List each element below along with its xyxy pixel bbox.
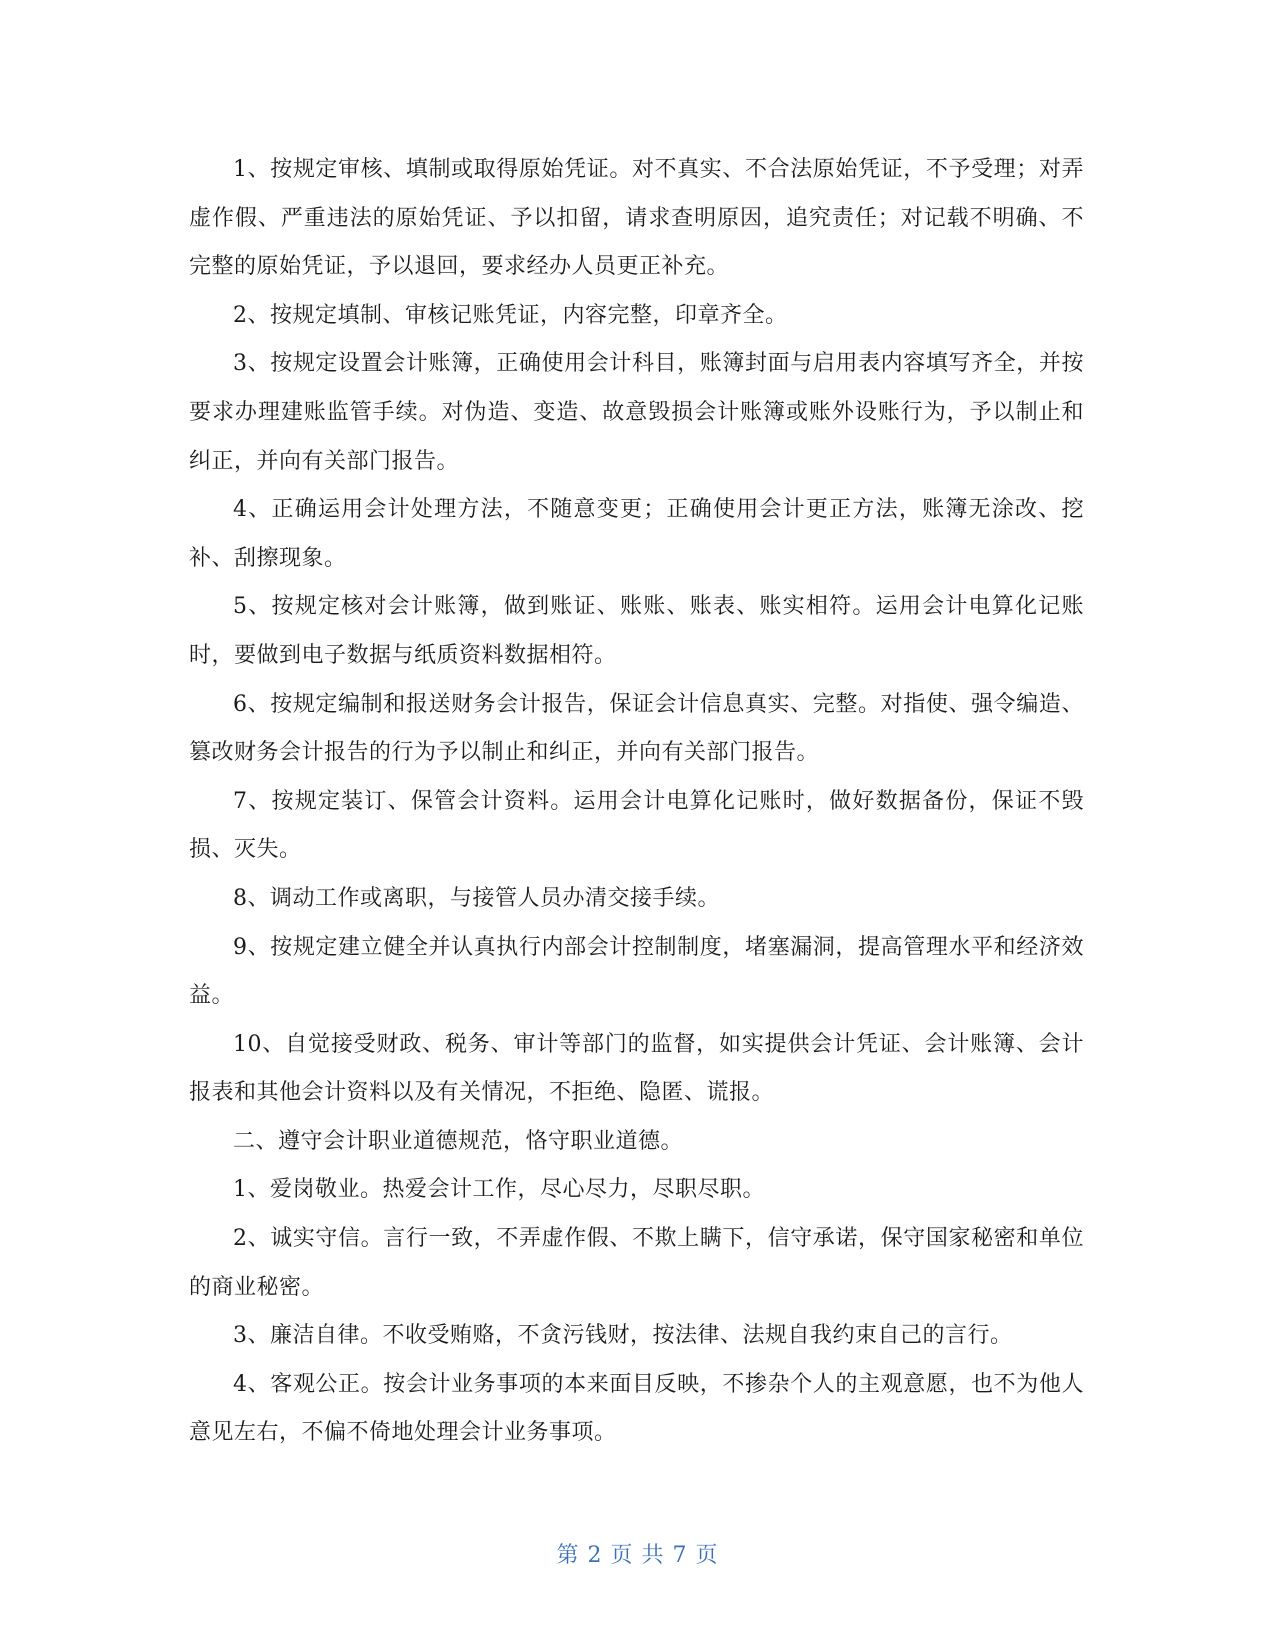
page-footer [0,1538,1275,1569]
paragraph-9: 9、按规定建立健全并认真执行内部会计控制制度，堵塞漏洞，提高管理水平和经济效益。 [189,934,1084,1009]
page-number-label: 第 2 页 共 7 页 [556,1543,719,1568]
paragraph-6: 6、按规定编制和报送财务会计报告，保证会计信息真实、完整。对指使、强令编造、篡改财务会计报告的行为予以制止和纠正，并向有关部门报告。 [189,691,1084,766]
paragraph-10: 10、自觉接受财政、税务、审计等部门的监督，如实提供会计凭证、会计账簿、会计报表和其他会计资料以及有关情况，不拒绝、隐匿、谎报。 [189,1031,1084,1106]
paragraph-4: 4、正确运用会计处理方法，不随意变更；正确使用会计更正方法，账簿无涂改、挖补、刮擦现象。 [189,497,1084,571]
ethics-item-4: 4、客观公正。按会计业务事项的本来面目反映，不掺杂个人的主观意愿，也不为他人意见左右，不偏不倚地处理会计业务事项。 [189,1371,1084,1446]
ethics-item-3: 3、廉洁自律。不收受贿赂，不贪污钱财，按法律、法规自我约束自己的言行。 [233,1323,1013,1349]
section-heading-2: 二、遵守会计职业道德规范，恪守职业道德。 [233,1128,684,1154]
paragraph-7: 7、按规定装订、保管会计资料。运用会计电算化记账时，做好数据备份，保证不毁损、灭失。 [189,788,1084,863]
paragraph-1: 1、按规定审核、填制或取得原始凭证。对不真实、不合法原始凭证，不予受理；对弄虚作假、严重违法的原始凭证、予以扣留，请求查明原因，追究责任；对记载不明确、不完整的原始凭证，予以退回，要求经办人员更正补充。 [189,157,1084,280]
ethics-item-2: 2、诚实守信。言行一致，不弄虚作假、不欺上瞒下，信守承诺，保守国家秘密和单位的商业秘密。 [189,1226,1084,1300]
document-body [189,146,1084,1458]
ethics-item-1: 1、爱岗敬业。热爱会计工作，尽心尽力，尽职尽职。 [233,1177,765,1203]
paragraph-5: 5、按规定核对会计账簿，做到账证、账账、账表、账实相符。运用会计电算化记账时，要做到电子数据与纸质资料数据相符。 [189,594,1084,668]
paragraph-2: 2、按规定填制、审核记账凭证，内容完整，印章齐全。 [233,302,788,328]
paragraph-3: 3、按规定设置会计账簿，正确使用会计科目，账簿封面与启用表内容填写齐全，并按要求办理建账监管手续。对伪造、变造、故意毁损会计账簿或账外设账行为，予以制止和纠正，并向有关部门报告。 [189,351,1084,474]
paragraph-8: 8、调动工作或离职，与接管人员办清交接手续。 [233,885,720,911]
